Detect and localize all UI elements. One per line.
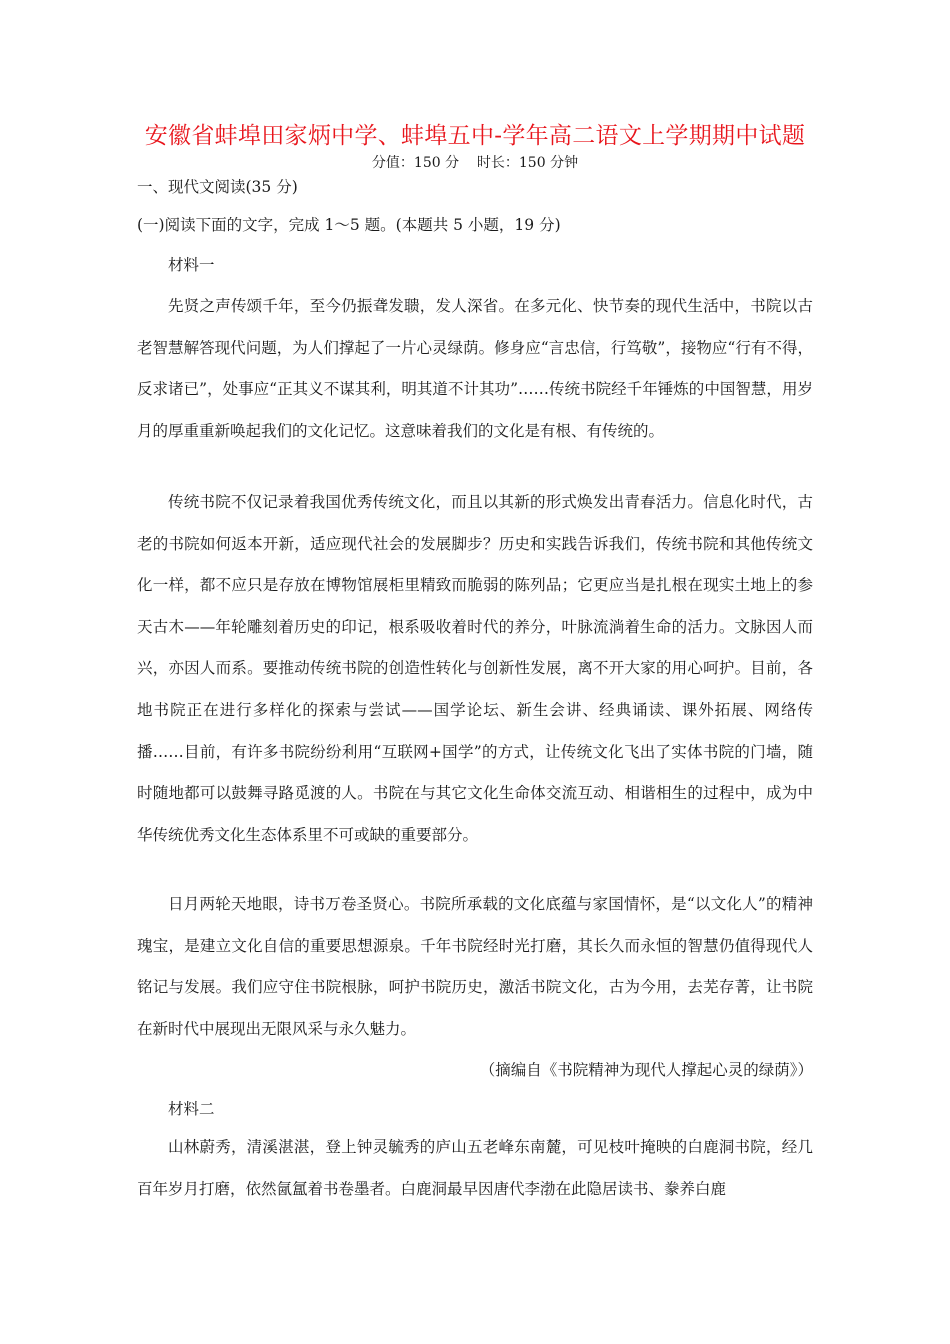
section-heading: 一、现代文阅读(35 分) [137, 178, 298, 196]
document-title: 安徽省蚌埠田家炳中学、蚌埠五中-学年高二语文上学期期中试题 [144, 123, 806, 149]
subsection-heading: (一)阅读下面的文字，完成 1～5 题。(本题共 5 小题，19 分) [137, 216, 561, 234]
material1-paragraph-2: 传统书院不仅记录着我国优秀传统文化，而且以其新的形式焕发出青春活力。信息化时代，古老的书院如何返本开新，适应现代社会的发展脚步？历史和实践告诉我们，传统书院和其他传统文化一样，都不应只是存放在博物馆展柜里精致而脆弱的陈列品；它更应当是扎根在现实土地上的参天古木——年轮雕刻着历史的印记，根系吸收着时代的养分，叶脉流淌着生命的活力。文脉因人而兴，亦因人而系。要推动传统书院的创造性转化与创新性发展，离不开大家的用心呵护。目前，各地书院正在进行多样化的探索与尝试——国学论坛、新生会讲、经典诵读、课外拓展、网络传播……目前，有许多书院纷纷利用“互联网+国学”的方式，让传统文化飞出了实体书院的门墙，随时随地都可以鼓舞寻路觅渡的人。书院在与其它文化生命体交流互动、相谐相生的过程中，成为中华传统优秀文化生态体系里不可或缺的重要部分。 [137, 493, 813, 844]
material1-label: 材料一 [168, 256, 215, 274]
material1-source-citation: （摘编自《书院精神为现代人撑起心灵的绿荫》） [479, 1061, 813, 1079]
material2-paragraph-1: 山林蔚秀，清溪湛湛，登上钟灵毓秀的庐山五老峰东南麓，可见枝叶掩映的白鹿洞书院，经几百年岁月打磨，依然氤氲着书卷墨者。白鹿洞最早因唐代李渤在此隐居读书、豢养白鹿 [137, 1138, 813, 1198]
score-and-time-info: 分值：150 分 时长：150 分钟 [371, 155, 579, 171]
material1-paragraph-1: 先贤之声传颂千年，至今仍振聋发聩，发人深省。在多元化、快节奏的现代生活中，书院以古老智慧解答现代问题，为人们撑起了一片心灵绿荫。修身应“言忠信，行笃敬”，接物应“行有不得，反求诸已”，处事应“正其义不谋其利，明其道不计其功”……传统书院经千年锤炼的中国智慧，用岁月的厚重重新唤起我们的文化记忆。这意味着我们的文化是有根、有传统的。 [137, 297, 813, 440]
material1-paragraph-3: 日月两轮天地眼，诗书万卷圣贤心。书院所承载的文化底蕴与家国情怀，是“以文化人”的精神瑰宝，是建立文化自信的重要思想源泉。千年书院经时光打磨，其长久而永恒的智慧仍值得现代人铭记与发展。我们应守住书院根脉，呵护书院历史，激活书院文化，古为今用，去芜存菁，让书院在新时代中展现出无限风采与永久魅力。 [137, 895, 813, 1038]
material2-label: 材料二 [168, 1100, 215, 1118]
